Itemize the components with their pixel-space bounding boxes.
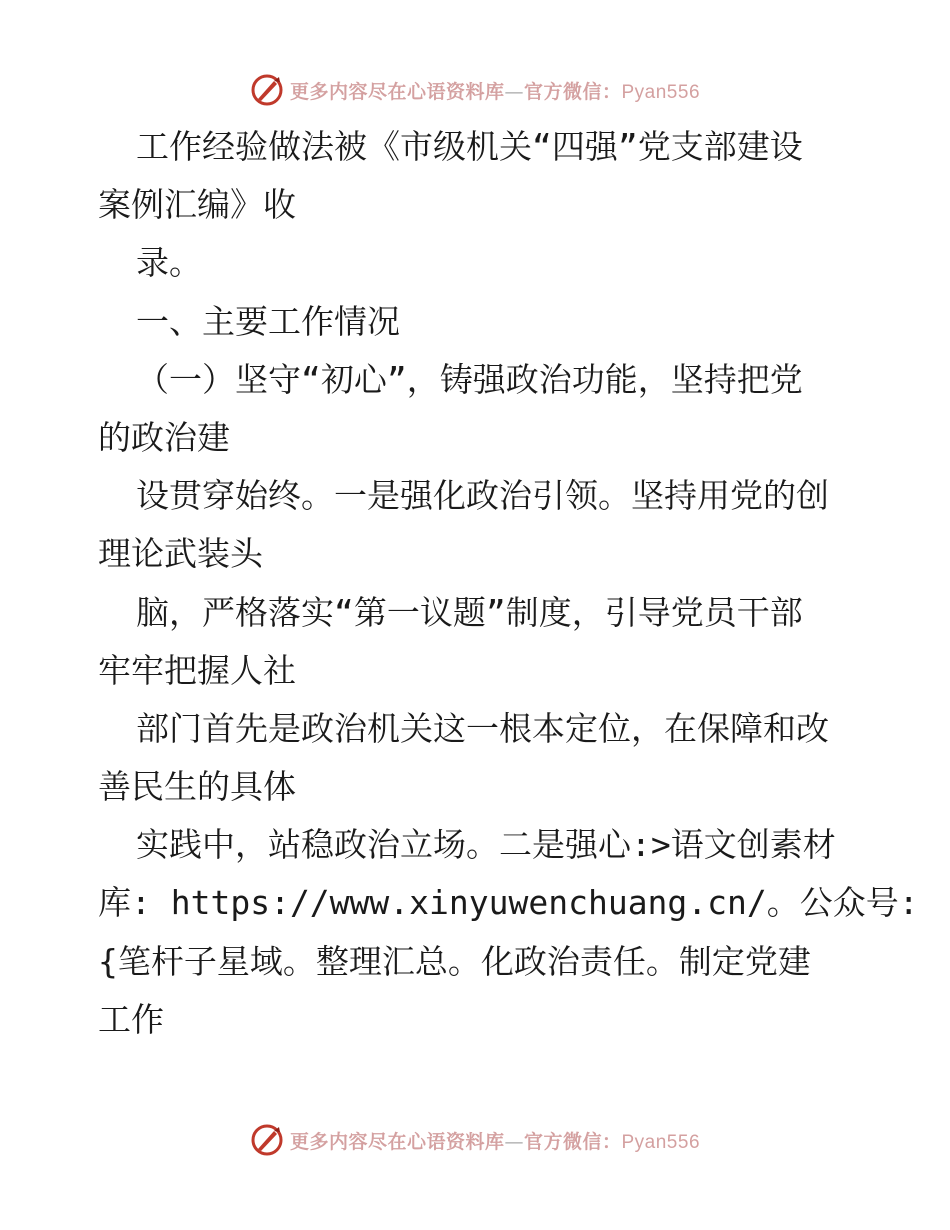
watermark-account-id: Pyan556	[621, 81, 701, 103]
watermark-account-label: 官方微信：	[523, 80, 622, 103]
text-line: 部门首先是政治机关这一根本定位，在保障和改	[136, 708, 829, 748]
quill-logo-icon	[250, 73, 284, 107]
text-line: {笔杆子星域。整理汇总。化政治责任。制定党建	[98, 941, 811, 981]
watermark-label	[290, 77, 700, 104]
text-line: 设贯穿始终。一是强化政治引领。坚持用党的创	[136, 476, 829, 516]
watermark-separator: —	[504, 80, 524, 103]
section-heading: 一、主要工作情况	[136, 301, 400, 341]
footer-watermark	[0, 1120, 950, 1160]
text-line: 案例汇编》收	[98, 185, 296, 225]
text-line: 工作经验做法被《市级机关“四强”党支部建设	[136, 127, 803, 166]
document-body	[98, 118, 919, 1049]
watermark-account-label: 官方微信：	[523, 1130, 622, 1153]
text-line: 库: https://www.xinyuwenchuang.cn/。公众号:	[98, 883, 919, 923]
watermark-site-text: 更多内容尽在心语资料库	[289, 80, 505, 103]
text-line: 牢牢把握人社	[98, 650, 296, 690]
watermark-label	[290, 1127, 700, 1154]
text-line: 脑，严格落实“第一议题”制度，引导党员干部	[136, 592, 803, 632]
watermark-site-text: 更多内容尽在心语资料库	[289, 1130, 505, 1153]
watermark-separator: —	[504, 1130, 524, 1153]
text-line: （一）坚守“初心”，铸强政治功能，坚持把党	[136, 359, 803, 399]
text-line: 录。	[136, 243, 202, 283]
watermark-account-id: Pyan556	[621, 1131, 701, 1153]
text-line: 实践中，站稳政治立场。二是强心:>语文创素材	[136, 825, 836, 865]
text-line: 的政治建	[98, 417, 230, 457]
text-line: 工作	[98, 999, 164, 1039]
text-line: 善民生的具体	[98, 767, 296, 807]
quill-logo-icon	[250, 1123, 284, 1157]
header-watermark	[0, 70, 950, 110]
text-line: 理论武装头	[98, 534, 263, 574]
